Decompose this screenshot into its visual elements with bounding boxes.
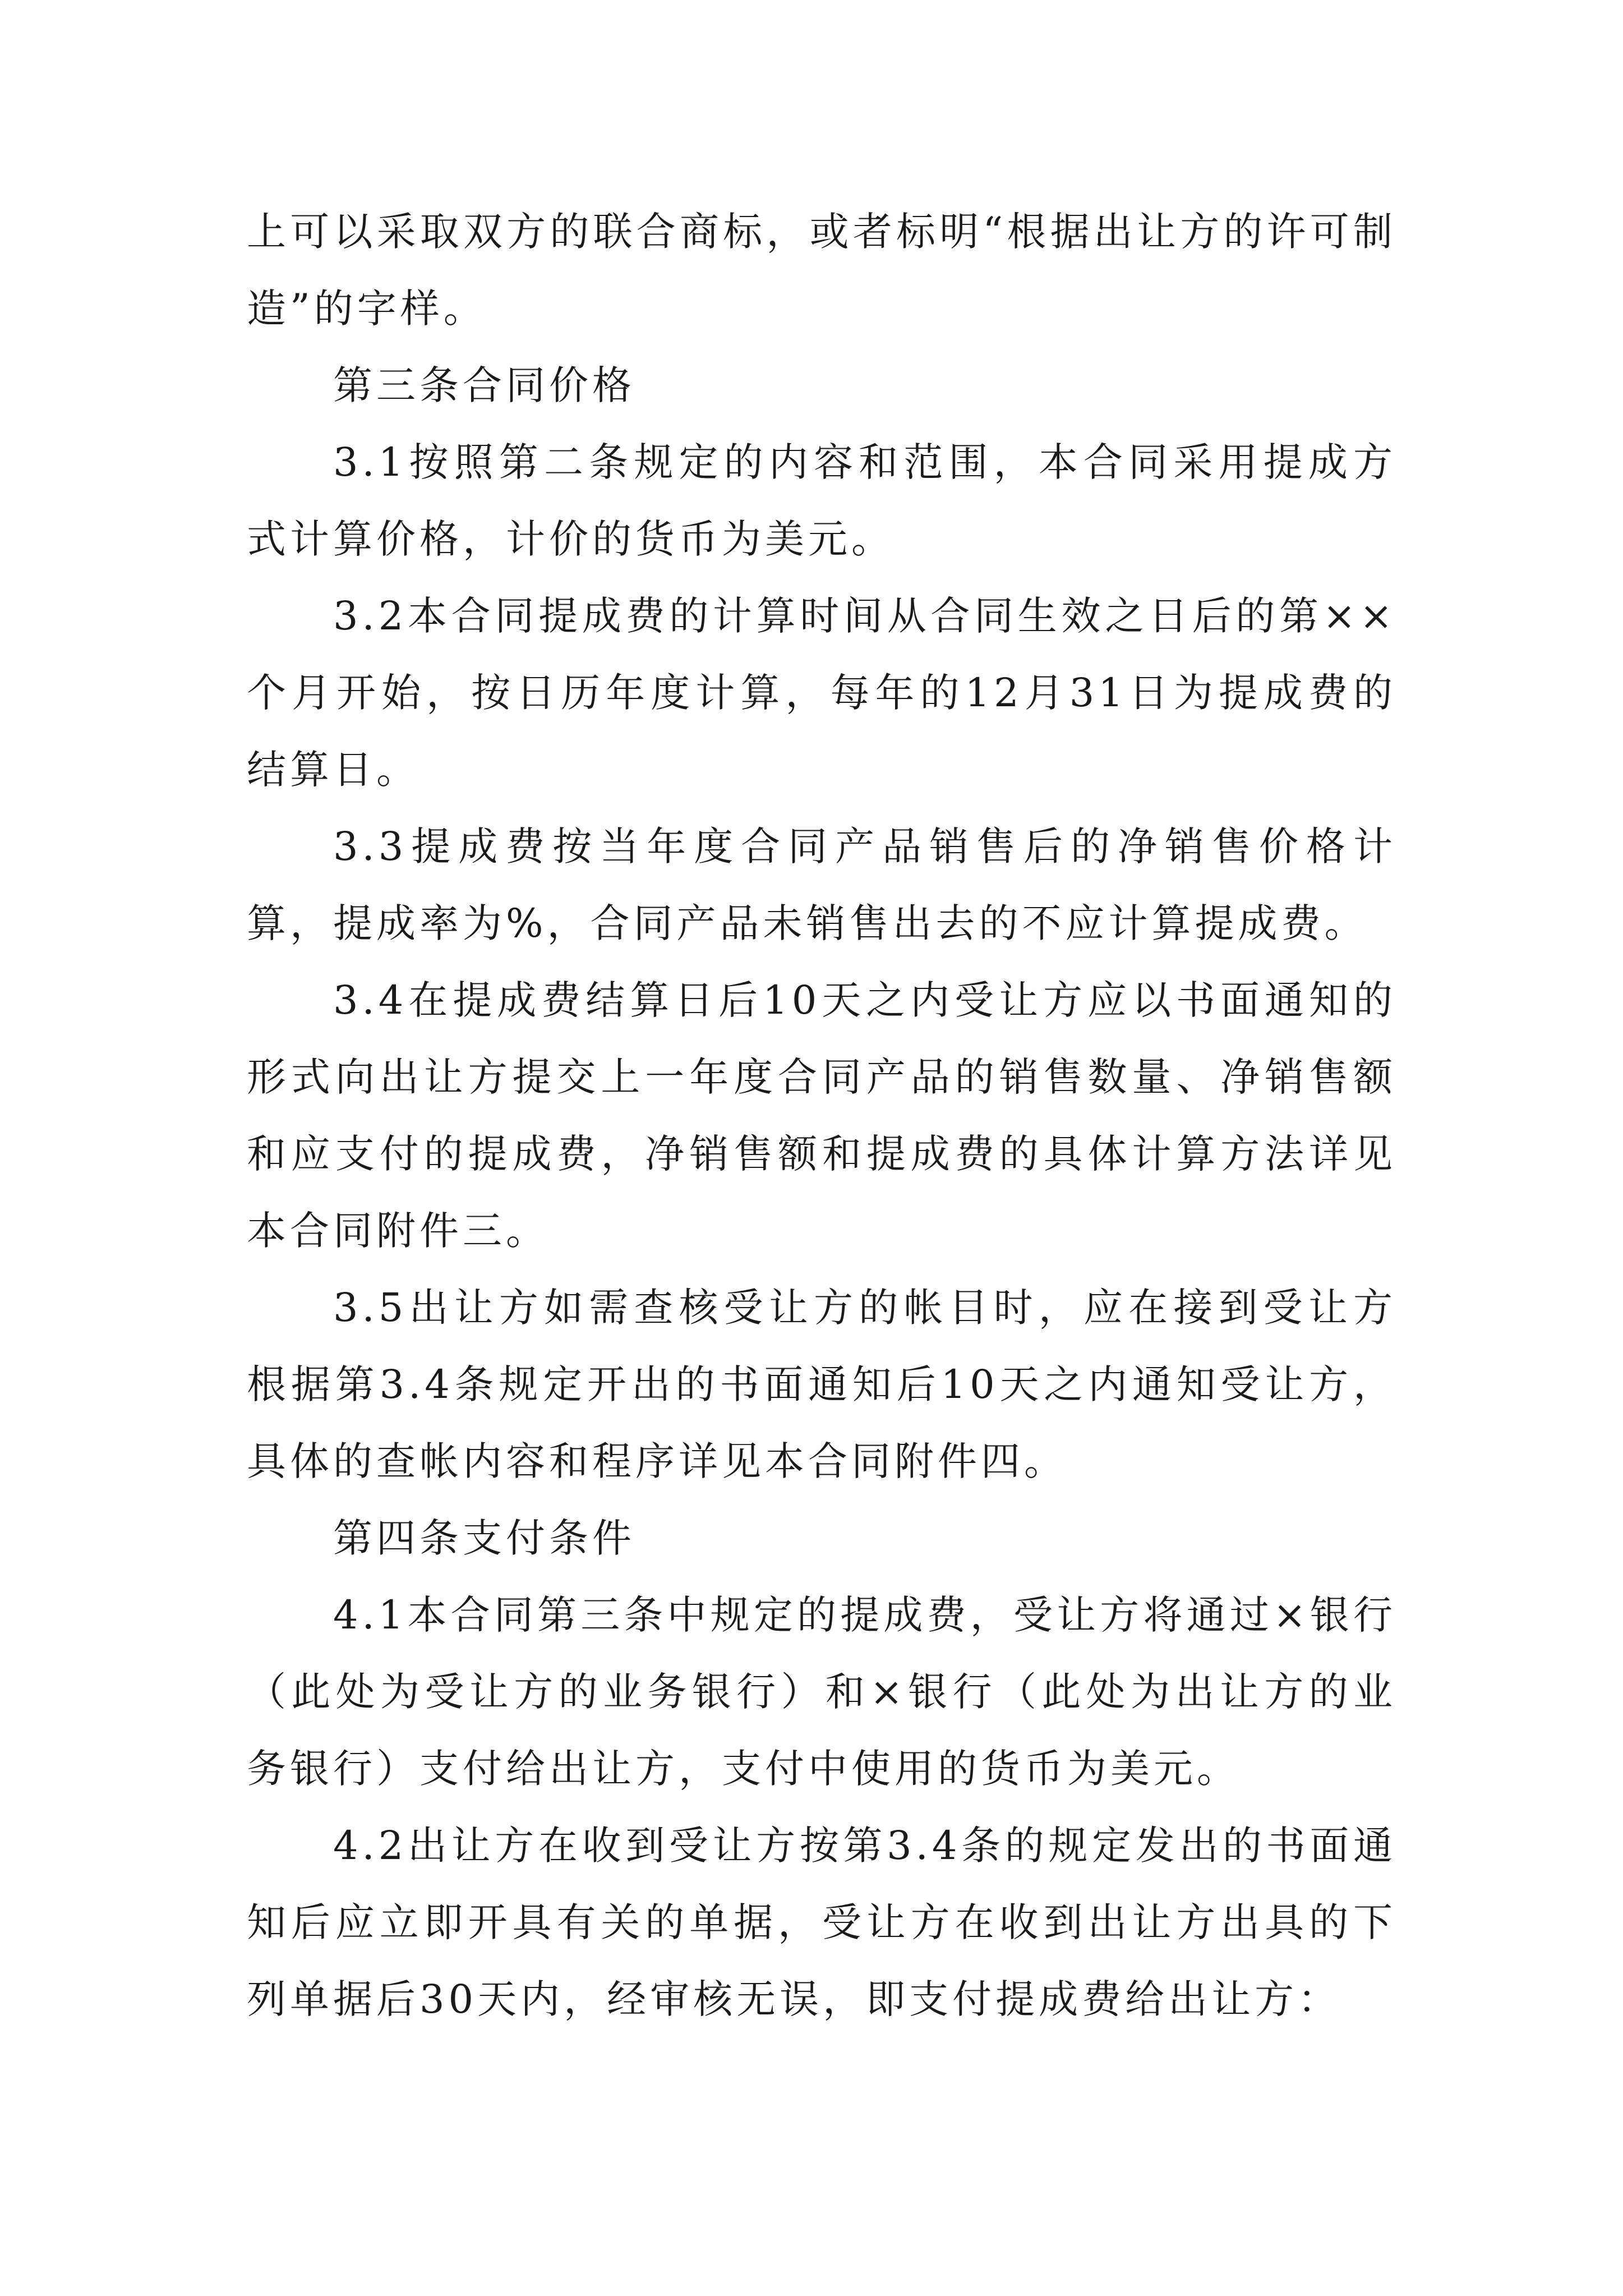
clause-4-1: 4.1本合同第三条中规定的提成费，受让方将通过×银行（此处为受让方的业务银行）和×银行（此处为出让方的业务银行）支付给出让方，支付中使用的货币为美元。: [247, 1592, 1396, 1792]
clause-3-4: 3.4在提成费结算日后10天之内受让方应以书面通知的形式向出让方提交上一年度合同产品的销售数量、净销售额和应支付的提成费，净销售额和提成费的具体计算方法详见本合同附件三。: [247, 977, 1396, 1254]
clause-4-2: 4.2出让方在收到受让方按第3.4条的规定发出的书面通知后应立即开具有关的单据，受让方在收到出让方出具的下列单据后30天内，经审核无误，即支付提成费给出让方：: [247, 1823, 1396, 2022]
section-heading-article-3: 第三条合同价格: [333, 362, 635, 408]
paragraph-continuation: 上可以采取双方的联合商标，或者标明“根据出让方的许可制造”的字样。: [247, 209, 1396, 332]
clause-3-3: 3.3提成费按当年度合同产品销售后的净销售价格计算，提成率为%，合同产品未销售出去的不应计算提成费。: [247, 823, 1396, 946]
clause-3-5: 3.5出让方如需查核受让方的帐目时，应在接到受让方根据第3.4条规定开出的书面通知后10天之内通知受让方，具体的查帐内容和程序详见本合同附件四。: [247, 1285, 1396, 1484]
clause-3-1: 3.1按照第二条规定的内容和范围，本合同采用提成方式计算价格，计价的货币为美元。: [247, 439, 1396, 562]
section-heading-article-4: 第四条支付条件: [333, 1515, 635, 1561]
clause-3-2: 3.2本合同提成费的计算时间从合同生效之日后的第××个月开始，按日历年度计算，每年的12月31日为提成费的结算日。: [247, 593, 1396, 793]
document-body: [247, 194, 1396, 2038]
